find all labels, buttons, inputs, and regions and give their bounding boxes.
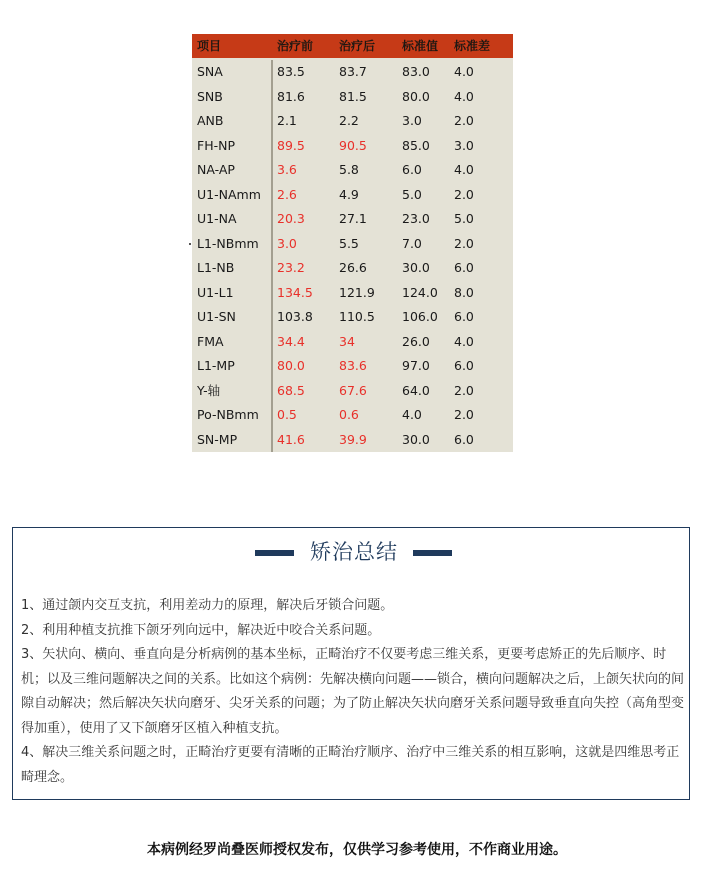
row-item: L1-MP [197, 358, 235, 373]
row-standard-value: 26.0 [402, 333, 430, 349]
summary-paragraph-4: 4、解决三维关系问题之时，正畸治疗更要有清晰的正畸治疗顺序、治疗中三维关系的相互影响，这就是四维思考正畸理念。 [21, 745, 680, 785]
table-row [192, 183, 513, 207]
row-standard-deviation: 6.0 [454, 309, 474, 324]
row-standard-value: 30.0 [402, 431, 430, 447]
row-pre-value: 2.6 [277, 186, 297, 202]
row-post-value: 5.5 [339, 235, 359, 251]
row-pre-value: 3.0 [277, 235, 297, 251]
row-post-value: 83.6 [339, 358, 367, 373]
row-item: SNA [197, 64, 223, 79]
table-row [192, 60, 513, 84]
header-post-treatment: 治疗后 [339, 39, 376, 53]
row-standard-deviation: 4.0 [454, 88, 474, 104]
row-standard-value: 83.0 [402, 64, 430, 79]
row-item: SNB [197, 88, 223, 104]
row-pre-value: 81.6 [277, 88, 305, 104]
row-item: NA-AP [197, 162, 235, 177]
table-row [192, 281, 513, 305]
table-row [192, 207, 513, 231]
row-standard-value: 80.0 [402, 88, 430, 104]
stray-dot [189, 243, 191, 245]
row-standard-value: 97.0 [402, 358, 430, 373]
row-standard-deviation: 6.0 [454, 260, 474, 275]
row-item: FH-NP [197, 137, 235, 153]
row-standard-deviation: 5.0 [454, 211, 474, 226]
row-standard-deviation: 2.0 [454, 235, 474, 251]
table-row [192, 109, 513, 133]
row-standard-deviation: 3.0 [454, 137, 474, 153]
row-standard-value: 106.0 [402, 309, 438, 324]
row-item: Po-NBmm [197, 407, 259, 422]
row-item: ANB [197, 113, 224, 128]
row-post-value: 90.5 [339, 137, 367, 153]
table-row [192, 256, 513, 280]
row-standard-deviation: 6.0 [454, 358, 474, 373]
table-row [192, 428, 513, 452]
row-item: Y-轴 [197, 382, 221, 398]
row-pre-value: 80.0 [277, 358, 305, 373]
row-standard-value: 5.0 [402, 186, 422, 202]
table-row [192, 354, 513, 378]
row-item: U1-NA [197, 211, 237, 226]
row-post-value: 0.6 [339, 407, 359, 422]
row-post-value: 110.5 [339, 309, 375, 324]
row-item: U1-SN [197, 309, 236, 324]
summary-paragraph-2: 2、利用种植支抗推下颌牙列向远中，解决近中咬合关系问题。 [21, 622, 381, 638]
row-standard-deviation: 4.0 [454, 162, 474, 177]
copyright-note: 本病例经罗尚叠医师授权发布，仅供学习参考使用，不作商业用途。 [147, 842, 567, 858]
header-standard-value: 标准值 [402, 39, 439, 53]
row-item: L1-NBmm [197, 235, 259, 251]
row-post-value: 4.9 [339, 186, 359, 202]
row-post-value: 2.2 [339, 113, 359, 128]
row-standard-deviation: 2.0 [454, 407, 474, 422]
row-standard-deviation: 4.0 [454, 64, 474, 79]
row-standard-deviation: 8.0 [454, 284, 474, 300]
row-post-value: 34 [339, 333, 355, 349]
row-standard-value: 85.0 [402, 137, 430, 153]
title-bar-right [413, 550, 452, 556]
table-row [192, 379, 513, 403]
row-post-value: 83.7 [339, 64, 367, 79]
treatment-summary-box [12, 527, 690, 800]
row-pre-value: 34.4 [277, 333, 305, 349]
row-standard-value: 7.0 [402, 235, 422, 251]
summary-title: 矫治总结 [310, 540, 398, 564]
row-pre-value: 3.6 [277, 162, 297, 177]
summary-heading [13, 536, 691, 568]
table-row [192, 158, 513, 182]
row-standard-value: 64.0 [402, 382, 430, 398]
summary-paragraph-3: 3、矢状向、横向、垂直向是分析病例的基本坐标，正畸治疗不仅要考虑三维关系，更要考虑矫正的先后顺序、时机；以及三维问题解决之间的关系。比如这个病例：先解决横向问题——锁合，横向问题解决之后，上颌矢状向的间隙自动解决；然后解决矢状向磨牙、尖牙关系的问题；为了防止解决矢状向磨牙关系问题导致垂直向失控（高角型变得加重），使用了又下颌磨牙区植入种植支抗。 [21, 647, 685, 736]
summary-body [21, 594, 685, 790]
row-standard-value: 4.0 [402, 407, 422, 422]
row-standard-value: 23.0 [402, 211, 430, 226]
cephalometric-table [192, 34, 513, 452]
row-pre-value: 134.5 [277, 284, 313, 300]
title-bar-left [255, 550, 294, 556]
row-pre-value: 23.2 [277, 260, 305, 275]
table-row [192, 330, 513, 354]
row-pre-value: 0.5 [277, 407, 297, 422]
row-pre-value: 20.3 [277, 211, 305, 226]
table-row [192, 403, 513, 427]
row-standard-deviation: 2.0 [454, 186, 474, 202]
row-standard-deviation: 6.0 [454, 431, 474, 447]
row-post-value: 27.1 [339, 211, 367, 226]
row-post-value: 39.9 [339, 431, 367, 447]
row-standard-value: 6.0 [402, 162, 422, 177]
row-standard-value: 3.0 [402, 113, 422, 128]
row-pre-value: 83.5 [277, 64, 305, 79]
row-standard-deviation: 2.0 [454, 382, 474, 398]
summary-paragraph-1: 1、通过颌内交互支抗，利用差动力的原理，解决后牙锁合问题。 [21, 598, 394, 613]
row-item: U1-NAmm [197, 186, 261, 202]
header-item: 项目 [197, 39, 222, 53]
table-header [192, 34, 513, 58]
row-pre-value: 89.5 [277, 137, 305, 153]
table-row [192, 85, 513, 109]
row-post-value: 26.6 [339, 260, 367, 275]
row-pre-value: 41.6 [277, 431, 305, 447]
row-pre-value: 103.8 [277, 309, 313, 324]
row-post-value: 67.6 [339, 382, 367, 398]
header-standard-deviation: 标准差 [454, 39, 491, 53]
row-item: FMA [197, 333, 224, 349]
row-standard-deviation: 2.0 [454, 113, 474, 128]
row-post-value: 81.5 [339, 88, 367, 104]
row-post-value: 121.9 [339, 284, 375, 300]
row-standard-deviation: 4.0 [454, 333, 474, 349]
table-row [192, 305, 513, 329]
header-pre-treatment: 治疗前 [277, 39, 314, 53]
table-row [192, 134, 513, 158]
row-item: L1-NB [197, 260, 235, 275]
row-standard-value: 124.0 [402, 284, 438, 300]
row-pre-value: 2.1 [277, 113, 297, 128]
row-post-value: 5.8 [339, 162, 359, 177]
table-row [192, 232, 513, 256]
row-standard-value: 30.0 [402, 260, 430, 275]
row-pre-value: 68.5 [277, 382, 305, 398]
row-item: U1-L1 [197, 284, 234, 300]
row-item: SN-MP [197, 431, 238, 447]
